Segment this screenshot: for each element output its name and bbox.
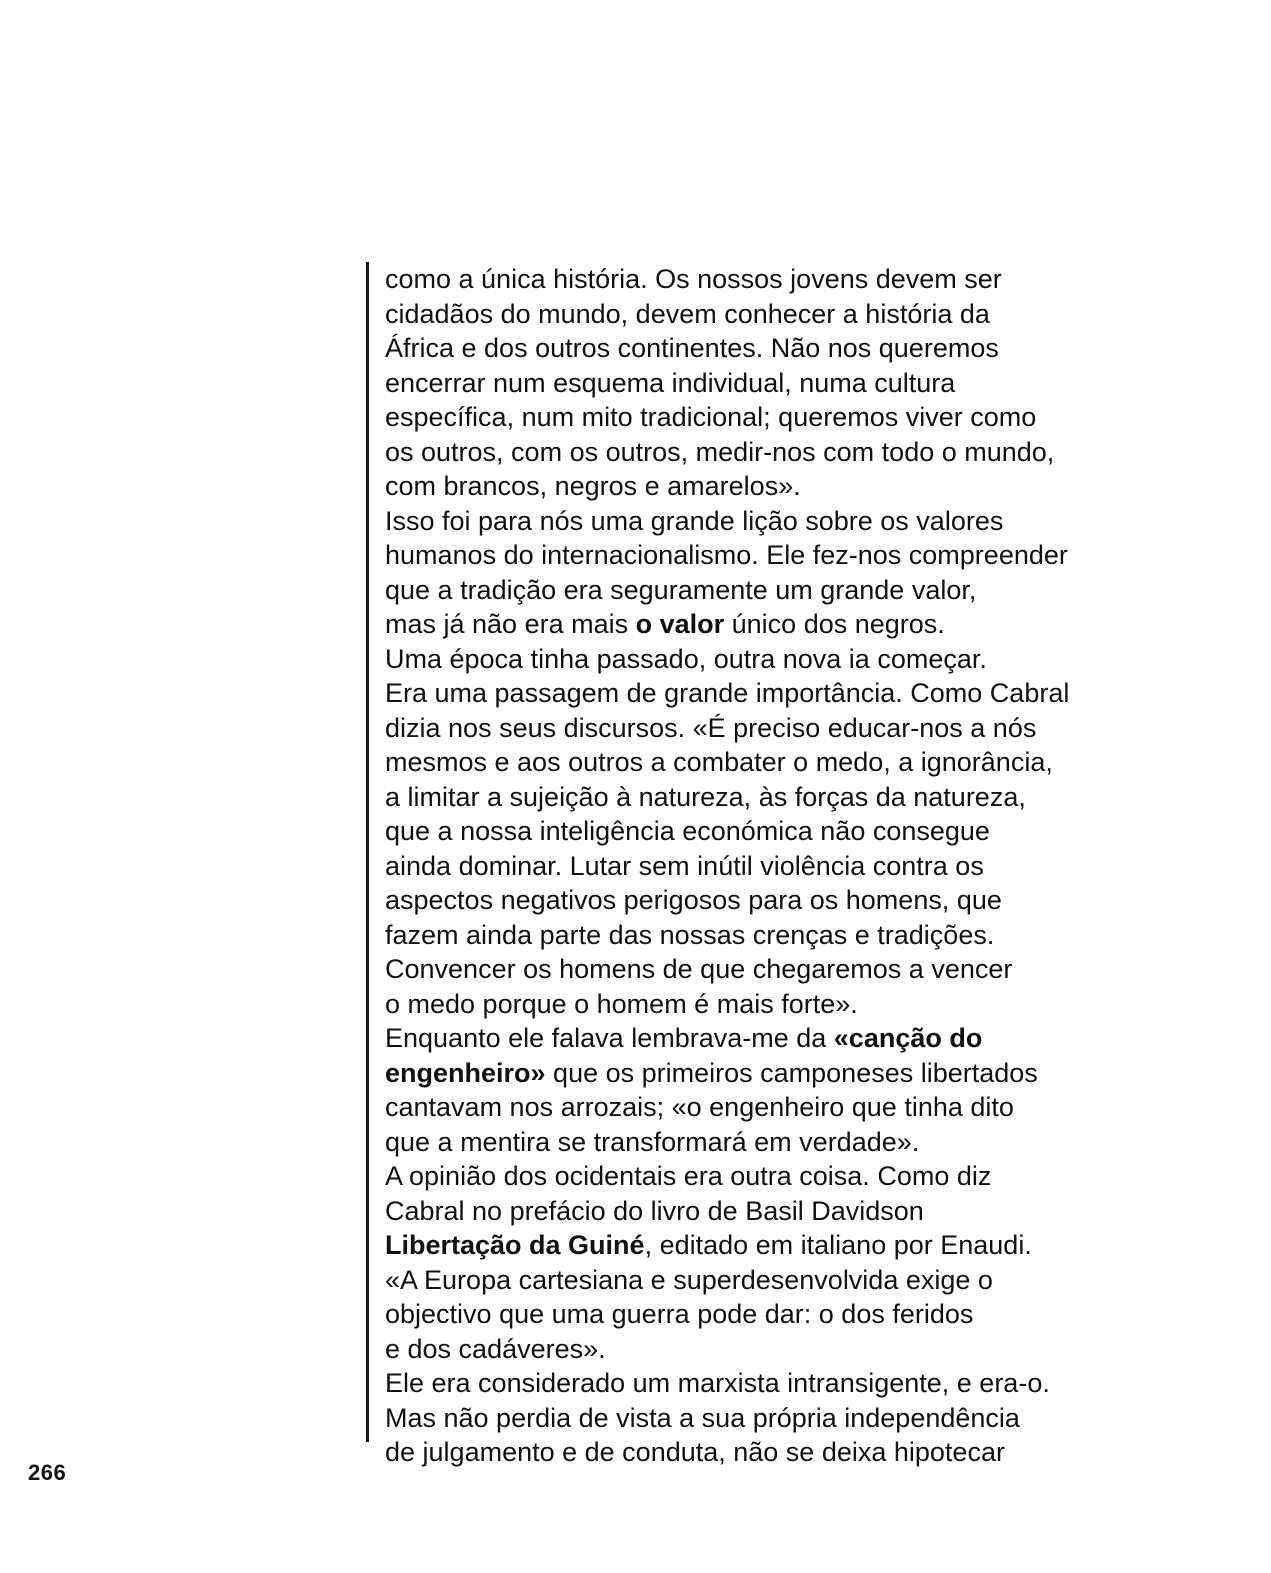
text-line xyxy=(385,1125,1245,1160)
text-segment: encerrar num esquema individual, numa cultura xyxy=(385,367,956,398)
text-segment: que a nossa inteligência económica não consegue xyxy=(385,816,990,846)
text-line xyxy=(385,1263,1245,1298)
text-line xyxy=(385,711,1245,746)
bold-text-segment: o valor xyxy=(635,609,725,639)
text-line xyxy=(385,849,1245,884)
text-segment: cidadãos do mundo, devem conhecer a história da xyxy=(385,298,990,329)
text-segment: objectivo que uma guerra pode dar: o dos feridos xyxy=(385,1299,974,1329)
text-segment: que a mentira se transformará em verdade». xyxy=(385,1126,920,1157)
text-line xyxy=(385,952,1245,987)
text-segment: , editado em italiano por Enaudi. xyxy=(644,1230,1032,1260)
text-line xyxy=(385,987,1245,1022)
text-segment: humanos do internacionalismo. Ele fez-nos compreender xyxy=(385,540,1068,570)
body-text xyxy=(385,262,1245,1470)
text-segment: dizia nos seus discursos. «É preciso educar-nos a nós xyxy=(385,712,1037,743)
bold-text-segment: engenheiro» xyxy=(385,1057,546,1088)
page-number: 266 xyxy=(28,1460,67,1485)
text-segment: mas já não era mais xyxy=(385,609,636,639)
text-segment: os outros, com os outros, medir-nos com todo o mundo, xyxy=(385,436,1055,467)
text-segment: Isso foi para nós uma grande lição sobre os valores xyxy=(385,505,1004,536)
text-line xyxy=(385,883,1245,918)
text-segment: específica, num mito tradicional; queremos viver como xyxy=(385,402,1037,432)
text-line xyxy=(385,538,1245,573)
text-line xyxy=(385,331,1245,366)
text-segment: ainda dominar. Lutar sem inútil violência contra os xyxy=(385,850,984,881)
text-segment: Ele era considerado um marxista intransigente, e era-o. xyxy=(385,1368,1050,1398)
text-segment: Convencer os homens de que chegaremos a vencer xyxy=(385,954,1013,984)
text-segment: fazem ainda parte das nossas crenças e tradições. xyxy=(385,919,995,950)
text-line xyxy=(385,1159,1245,1194)
margin-rule xyxy=(366,262,369,1442)
text-line xyxy=(385,1228,1245,1263)
text-segment: cantavam nos arrozais; «o engenheiro que tinha dito xyxy=(385,1092,1014,1122)
text-segment: Uma época tinha passado, outra nova ia começar. xyxy=(385,643,987,674)
text-line xyxy=(385,780,1245,815)
text-segment: a limitar a sujeição à natureza, às forças da natureza, xyxy=(385,781,1026,812)
text-line xyxy=(385,504,1245,539)
text-segment: Era uma passagem de grande importância. Como Cabral xyxy=(385,678,1070,708)
text-line xyxy=(385,642,1245,677)
text-line xyxy=(385,469,1245,504)
text-line xyxy=(385,1401,1245,1436)
text-segment: o medo porque o homem é mais forte». xyxy=(385,988,858,1019)
text-segment: Mas não perdia de vista a sua própria independência xyxy=(385,1402,1020,1433)
text-line xyxy=(385,1366,1245,1401)
text-line xyxy=(385,262,1245,297)
text-segment: que os primeiros camponeses libertados xyxy=(545,1057,1038,1088)
text-segment: com brancos, negros e amarelos». xyxy=(385,471,801,501)
text-line xyxy=(385,918,1245,953)
text-segment: Cabral no prefácio do livro de Basil Davidson xyxy=(385,1195,924,1226)
text-line xyxy=(385,435,1245,470)
text-segment: aspectos negativos perigosos para os homens, que xyxy=(385,885,1002,915)
text-line xyxy=(385,1056,1245,1091)
text-line xyxy=(385,573,1245,608)
text-segment: como a única história. Os nossos jovens devem ser xyxy=(385,264,1002,294)
text-line xyxy=(385,1332,1245,1367)
text-line xyxy=(385,366,1245,401)
text-line xyxy=(385,1021,1245,1056)
text-segment: Enquanto ele falava lembrava-me da xyxy=(385,1023,834,1053)
text-line xyxy=(385,607,1245,642)
text-segment: único dos negros. xyxy=(724,609,945,639)
text-segment: «A Europa cartesiana e superdesenvolvida exige o xyxy=(385,1264,993,1295)
text-line xyxy=(385,1090,1245,1125)
text-segment: de julgamento e de conduta, não se deixa hipotecar xyxy=(385,1437,1005,1467)
text-segment: que a tradição era seguramente um grande valor, xyxy=(385,574,977,605)
text-line xyxy=(385,1435,1245,1470)
text-line xyxy=(385,676,1245,711)
text-line xyxy=(385,400,1245,435)
text-line xyxy=(385,745,1245,780)
text-segment: A opinião dos ocidentais era outra coisa. Como diz xyxy=(385,1161,992,1191)
text-line xyxy=(385,297,1245,332)
text-line xyxy=(385,1297,1245,1332)
text-segment: África e dos outros continentes. Não nos queremos xyxy=(385,333,999,363)
bold-text-segment: Libertação da Guiné xyxy=(385,1230,645,1260)
bold-text-segment: «canção do xyxy=(833,1023,983,1053)
text-segment: mesmos e aos outros a combater o medo, a ignorância, xyxy=(385,747,1053,777)
text-line xyxy=(385,814,1245,849)
text-line xyxy=(385,1194,1245,1229)
text-segment: e dos cadáveres». xyxy=(385,1333,606,1364)
